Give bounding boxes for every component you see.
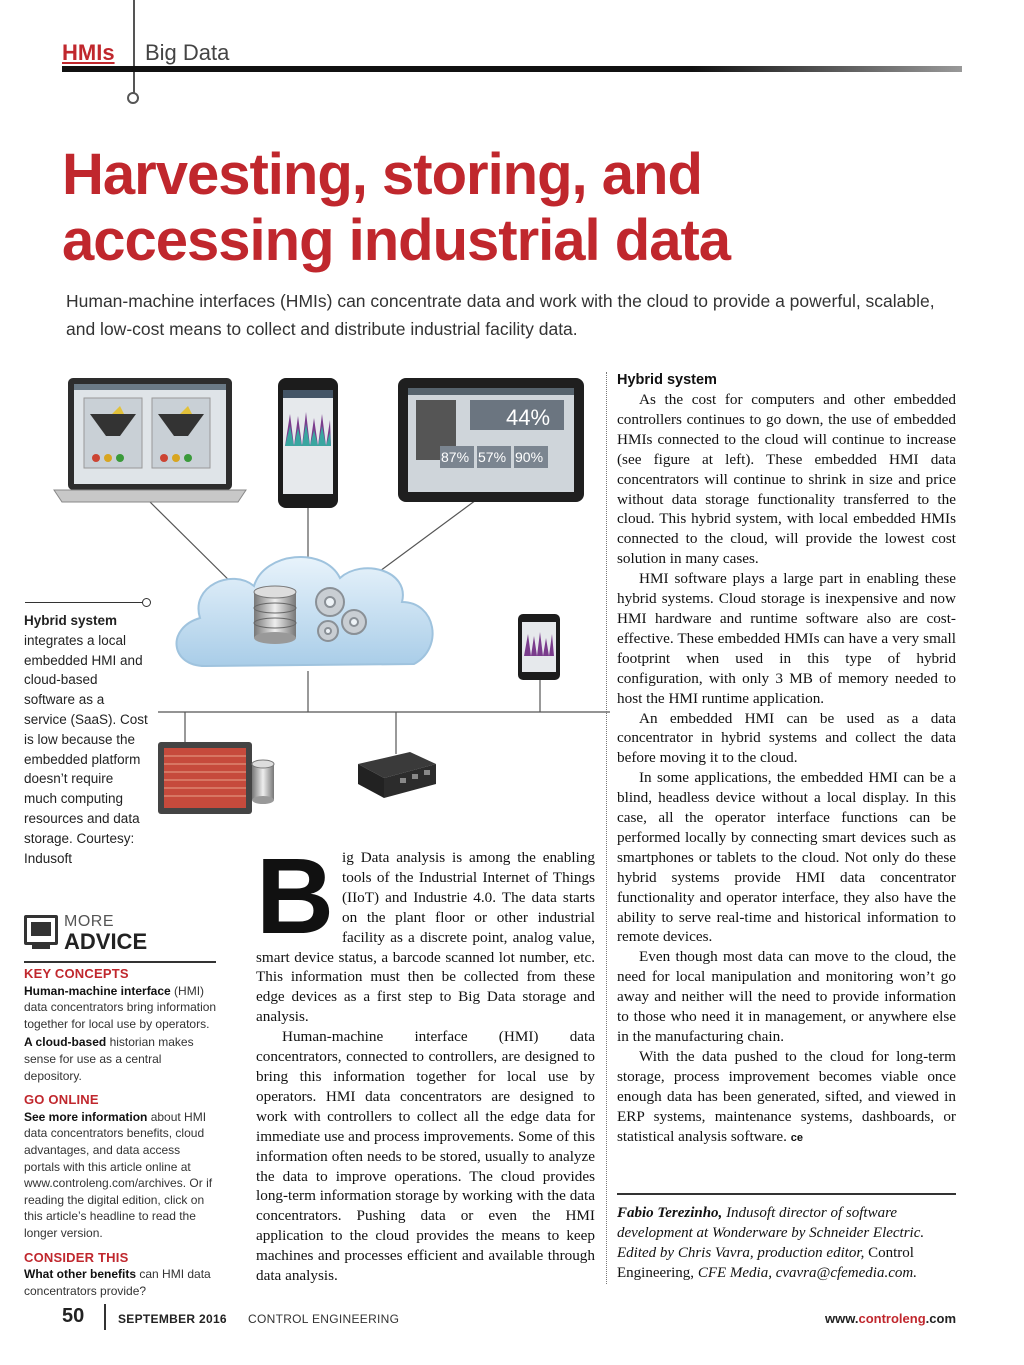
- publication-name: CONTROL ENGINEERING: [248, 1312, 400, 1326]
- section-label: HMIs: [62, 40, 115, 65]
- body-column-middle: [256, 835, 595, 1286]
- key-concepts-heading: KEY CONCEPTS: [24, 966, 129, 981]
- key-concept-1: Human-machine interface (HMI) data concentrators bring information together for local use by operators.: [24, 983, 217, 1031]
- right-paragraph-2: HMI software plays a large part in enabling these hybrid systems. Cloud storage is inexpensive and now HMI hardware and runtime software also are cost-effective. These embedded HMIs can have a very small footprint when used in this type of hybrid configuration, with only 3 MB of memory needed to host the HMI runtime application.: [617, 570, 956, 707]
- body-paragraph-1: ig Data analysis is among the enabling tools of the Industrial Internet of Things (IIoT) and Industrie 4.0. The data starts on the plant floor or other industrial facility as a discrete point, analog value, smart device status, a barcode scanned lot number, etc. This information must then be collected from these edge devices as a first step to Big Data storage and analysis.: [256, 849, 595, 1026]
- cloud-icon: [177, 557, 433, 666]
- go-online-heading: GO ONLINE: [24, 1092, 99, 1108]
- drop-cap: B: [256, 835, 334, 956]
- figure-caption: [24, 611, 149, 868]
- right-paragraph-6: With the data pushed to the cloud for long-term storage, process improvement becomes viable once enough data has been generated, sifted, and viewed in ERP systems, maintenance systems, dashboards, or statistical analysis software. ce: [617, 1047, 956, 1145]
- header-bar: [62, 66, 962, 72]
- right-paragraph-1: As the cost for computers and other embedded controllers continues to go down, the use of embedded HMIs connected to the cloud will continue to increase (see figure at left). These embedded HMI data concentrators will continue to shrink in size and price without data storage functionality transferred to the cloud. This hybrid system, with local embedded HMIs connected to the cloud, will provide the lowest cost solution in many cases.: [617, 391, 956, 568]
- page-number: 50: [62, 1305, 85, 1327]
- small-phone-device: [518, 614, 560, 680]
- headless-device: [358, 752, 436, 798]
- bio-rule: [617, 1193, 956, 1195]
- tablet-percent: 44%: [506, 405, 551, 430]
- header-circle-marker: [127, 92, 139, 104]
- right-paragraph-3: An embedded HMI can be used as a data concentrator in hybrid systems and collect the data before moving it to the cloud.: [617, 709, 956, 767]
- caption-leader-dot: [142, 598, 151, 607]
- key-concept-2: A cloud-based historian makes sense for use as a central depository.: [24, 1035, 194, 1083]
- right-paragraph-4: In some applications, the embedded HMI can be a blind, headless device without a local display. In this case, all the operator interface functions can be performed locally by connecting smart devices such as smartphones or tablets to the cloud. Not only do these hybrid systems provide HMI data concentrator functionality and operator interface, they also have the ability to serve real-time and historical information to remote devices.: [617, 769, 956, 946]
- website-url[interactable]: www.controleng.com: [825, 1311, 956, 1326]
- svg-text:87%: 87%: [441, 449, 470, 465]
- caption-text: integrates a local embedded HMI and cloud-based software as a service (SaaS). Cost is low because the embedded platform doesn’t require much computing resources and data storage. Courtesy: Indusoft: [24, 632, 148, 866]
- footer-divider: [104, 1304, 106, 1330]
- article-deck: Human-machine interfaces (HMIs) can concentrate data and work with the cloud to provide a powerful, scalable, and low-cost means to collect and distribute industrial facility data.: [66, 291, 935, 339]
- end-mark: ce: [790, 1131, 804, 1144]
- go-online-text: See more information about HMI data concentrators benefits, cloud advantages, and data access portals with this article online at www.controleng.com/archives. Or if reading the digital edition, click on this article’s headline to read the longer version.: [24, 1109, 213, 1240]
- more-label: MORE: [64, 913, 114, 930]
- body-column-right: [617, 370, 956, 1148]
- author-bio: Fabio Terezinho, Indusoft director of software development at Wonderware by Schneider Electric. Edited by Chris Vavra, production editor, Control Engineering, CFE Media, cvavra@cfemedia.com.: [617, 1205, 925, 1281]
- header-rule-vertical: [133, 0, 135, 96]
- advice-label: ADVICE: [64, 929, 148, 954]
- body-paragraph-2: Human-machine interface (HMI) data concentrators, connected to controllers, are designed to bring this information together for local use by operators. HMI data concentrators are designed to work with controllers to collect all the edge data for immediate use and process improvements. Some of this information often needs to be stored, usually to analyze the data to improve operations. The cloud provides long-term information storage by working with the data concentrators. Pushing data or even the HMI application to the cloud provides the means to keep machines and processes efficient and available through data analysis.: [256, 1028, 595, 1285]
- svg-text:90%: 90%: [515, 449, 544, 465]
- sidebar: [24, 966, 219, 1301]
- consider-this-text: What other benefits can HMI data concentrators provide?: [24, 1267, 211, 1298]
- tablet-device: [398, 378, 584, 502]
- caption-title: Hybrid system: [24, 613, 118, 628]
- laptop-device: [54, 378, 246, 502]
- panel-hmi-device: [158, 742, 274, 814]
- topic-label: Big Data: [145, 40, 230, 65]
- monitor-icon: [24, 915, 58, 945]
- article-title: Harvesting, storing, and accessing industrial data: [62, 142, 731, 273]
- right-paragraph-5: Even though most data can move to the cloud, the need for local manipulation and monitoring won’t go away and neither will the need to provide information to those who need it in management, or anywhere else in the manufacturing chain.: [617, 948, 956, 1045]
- sidebar-rule: [24, 961, 216, 963]
- svg-text:57%: 57%: [478, 449, 507, 465]
- author-name: Fabio Terezinho,: [617, 1205, 723, 1221]
- smartphone-device: [278, 378, 338, 508]
- database-icon: [254, 586, 296, 644]
- caption-leader-line: [25, 602, 145, 603]
- consider-this-heading: CONSIDER THIS: [24, 1249, 129, 1265]
- issue-date: SEPTEMBER 2016: [118, 1312, 227, 1326]
- subhead-hybrid-system: Hybrid system: [617, 372, 717, 388]
- tablet-gauges: [440, 446, 548, 468]
- column-divider: [606, 372, 607, 1284]
